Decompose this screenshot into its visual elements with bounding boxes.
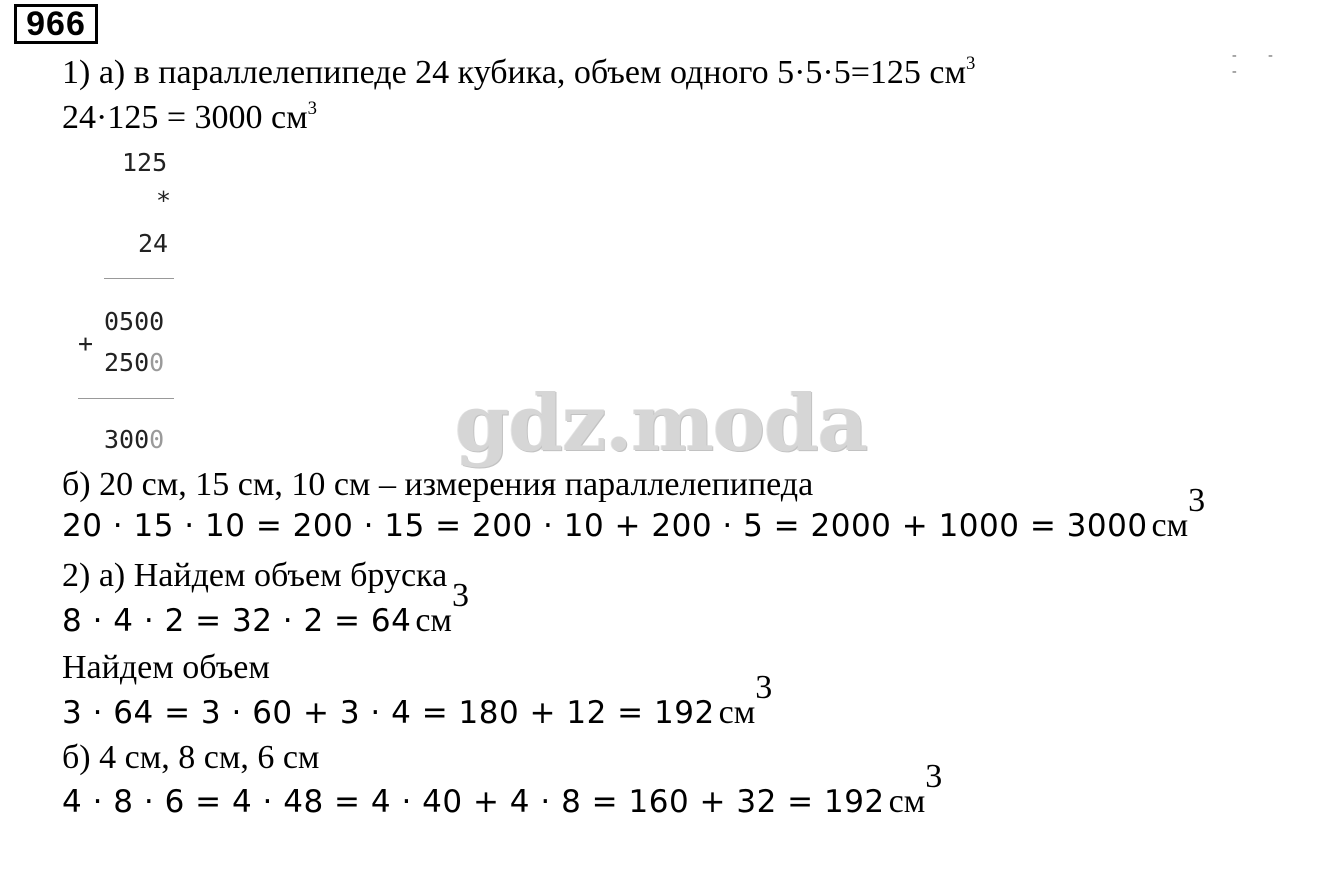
part1-b-statement: б) 20 см, 15 см, 10 см – измерения параллелепипеда — [62, 466, 814, 503]
calc-rule-top — [104, 278, 174, 279]
calc-total-main: 300 — [104, 425, 150, 454]
exponent: 3 — [451, 576, 469, 614]
unit-label: см — [415, 602, 452, 639]
part2-b-statement: б) 4 см, 8 см, 6 см — [62, 739, 320, 776]
part1-a-text: 1) а) в параллелепипеде 24 кубика, объем одного 5·5·5=125 см — [62, 54, 967, 91]
calc-partial-2-main: 250 — [104, 348, 150, 377]
calc-rule-bottom — [78, 398, 174, 399]
part2-find-equation — [62, 668, 773, 731]
unit-label: см — [1151, 507, 1189, 544]
calc-total-faded: 0 — [149, 425, 165, 454]
part2-find-statement: Найдем объем — [62, 649, 270, 686]
exponent: 3 — [966, 52, 976, 74]
exponent: 3 — [755, 668, 773, 706]
part1-a-statement — [62, 52, 976, 91]
part2-a-statement: 2) а) Найдем объем бруска — [62, 557, 448, 594]
part1-b-math: 20 · 15 · 10 = 200 · 15 = 200 · 10 + 200 · 5 = 2000 + 1000 = 3000 — [62, 508, 1148, 544]
unit-label: см — [718, 694, 756, 731]
unit-label: см — [888, 783, 926, 820]
calc-total — [104, 427, 164, 452]
problem-number: 966 — [14, 4, 98, 44]
part2-a-equation — [62, 576, 469, 639]
part2-a-math: 8 · 4 · 2 = 32 · 2 = 64 — [62, 603, 412, 639]
watermark: gdz.moda — [455, 378, 868, 469]
exponent: 3 — [1188, 481, 1206, 519]
part2-find-math: 3 · 64 = 3 · 60 + 3 · 4 = 180 + 12 = 192 — [62, 695, 715, 731]
exponent: 3 — [307, 97, 317, 119]
part2-b-math: 4 · 8 · 6 = 4 · 48 = 4 · 40 + 4 · 8 = 160 + 32 = 192 — [62, 784, 885, 820]
calc-multiplicand: 125 — [122, 148, 168, 177]
part1-a-result — [62, 97, 317, 136]
calc-partial-2 — [104, 350, 164, 375]
calc-partial-1: 0500 — [104, 307, 165, 336]
calc-multiplier: 24 — [138, 229, 169, 258]
calc-plus: + — [78, 329, 94, 358]
calc-operator: * — [156, 186, 172, 215]
part1-a-result-text: 24·125 = 3000 см — [62, 99, 308, 136]
exponent: 3 — [925, 757, 943, 795]
corner-mark: - - - — [1232, 48, 1287, 79]
calc-partial-2-faded: 0 — [149, 348, 165, 377]
